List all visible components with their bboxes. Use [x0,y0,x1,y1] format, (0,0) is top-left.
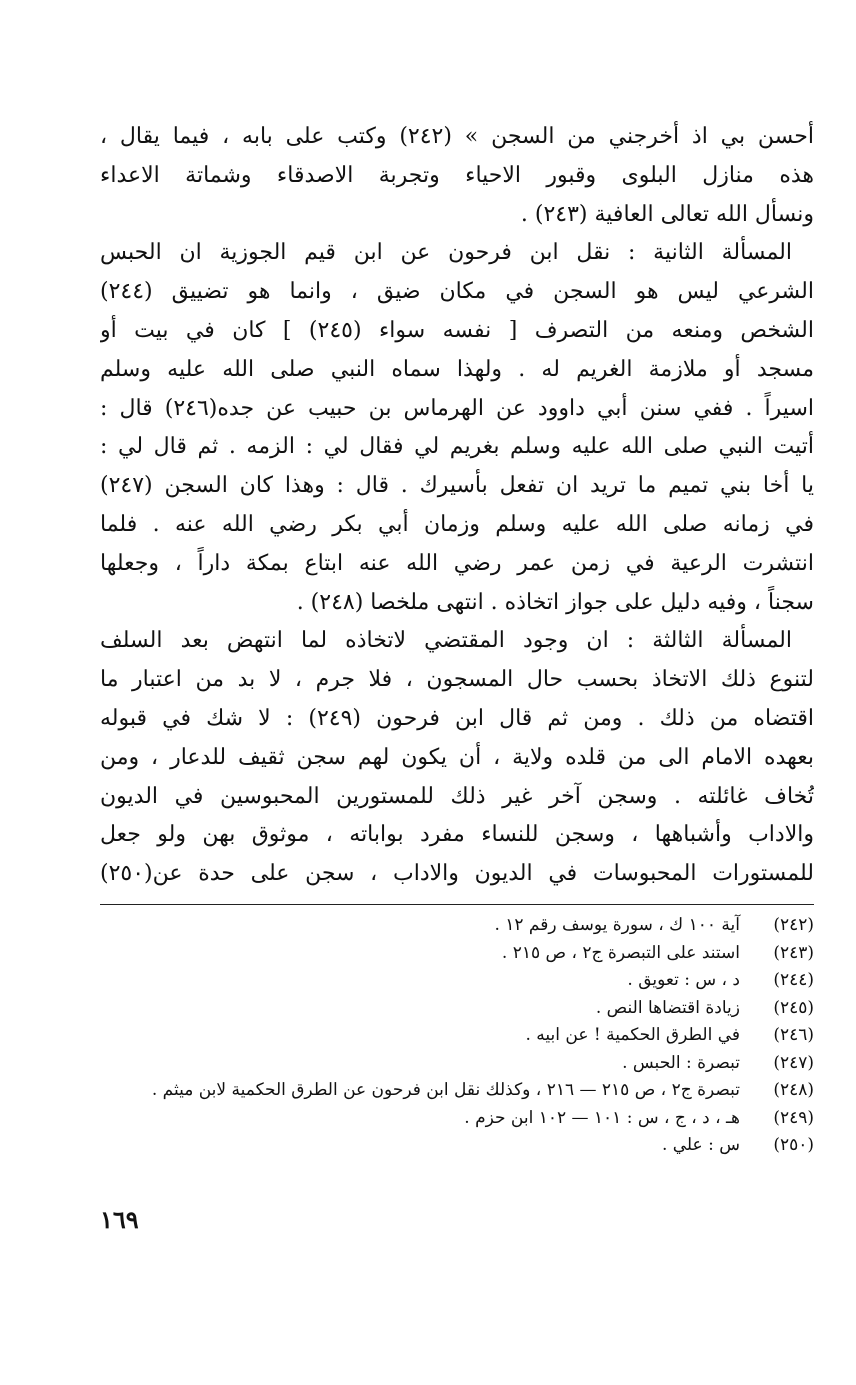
footnote-item [100,912,814,940]
footnote-item [100,995,814,1023]
text-line: الشخص ومنعه من التصرف [ نفسه سواء (٢٤٥) ] كان في بيت أو [100,317,814,343]
footnote-number: (٢٤٣) [773,942,814,963]
footnote-item [100,1050,814,1078]
footnote-number: (٢٤٥) [773,997,814,1018]
text-line: بعهده الامام الى من قلده ولاية ، أن يكون لهم سجن ثقيف للدعار ، ومن [100,744,814,770]
footnote-text: تبصرة ج٢ ، ص ٢١٥ — ٢١٦ ، وكذلك نقل ابن فرحون عن الطرق الحكمية لابن ميثم . [151,1080,740,1100]
footnote-text: هـ ، د ، ج ، س : ١٠١ — ١٠٢ ابن حزم . [464,1107,740,1128]
footnote-item [100,1105,814,1133]
text-line: ونسأل الله تعالى العافية (٢٤٣) . [520,201,814,227]
footnote-number: (٢٤٩) [773,1107,814,1128]
footnote-item [100,1077,814,1105]
text-line: أحسن بي اذ أخرجني من السجن » (٢٤٢) وكتب على بابه ، فيما يقال ، [100,124,814,149]
footnotes [100,912,814,1160]
text-line: أتيت النبي صلى الله عليه وسلم بغريم لي فقال لي : الزمه . ثم قال لي : [100,434,814,460]
text-line: مسجد أو ملازمة الغريم له . ولهذا سماه النبي صلى الله عليه وسلم [100,356,814,382]
text-line: والاداب وأشباهها ، وسجن للنساء مفرد بواباته ، موثوق بهن ولو جعل [100,822,814,848]
footnote-number: (٢٤٧) [773,1052,814,1073]
footnote-text: استند على التبصرة ج٢ ، ص ٢١٥ . [501,942,740,963]
text-line: انتشرت الرعية في زمن عمر رضي الله عنه ابتاع بمكة داراً ، وجعلها [100,550,814,576]
text-line: لتنوع ذلك الاتخاذ بحسب حال المسجون ، فلا جرم ، لا بد من اعتبار ما [100,667,814,693]
footnote-text: آية ١٠٠ ك ، سورة يوسف رقم ١٢ . [494,915,740,935]
footnote-divider [100,904,814,905]
text-line: اسيراً . ففي سنن أبي داوود عن الهرماس بن حبيب عن جده(٢٤٦) قال : [100,395,814,421]
footnote-item [100,1022,814,1050]
paragraph-heading-line: المسألة الثانية : نقل ابن فرحون عن ابن قيم الجوزية ان الحبس [100,240,792,266]
footnote-number: (٢٤٦) [773,1025,814,1045]
text-line: تُخاف غائلته . وسجن آخر غير ذلك للمستورين المحبوسين في الديون [100,783,814,809]
footnote-item [100,967,814,995]
footnote-text: زيادة اقتضاها النص . [595,997,740,1018]
footnote-number: (٢٤٢) [773,915,814,935]
main-text [100,118,814,894]
footnote-number: (٢٥٠) [773,1135,814,1155]
page-number: ١٦٩ [100,1205,139,1234]
footnote-item [100,940,814,968]
text-line: هذه منازل البلوى وقبور الاحياء وتجربة الاصدقاء وشماتة الاعداء [100,162,814,188]
text-line: في زمانه صلى الله عليه وسلم وزمان أبي بكر رضي الله عنه . فلما [100,511,814,537]
text-line: يا أخا بني تميم ما تريد ان تفعل بأسيرك . قال : وهذا كان السجن (٢٤٧) [100,473,814,499]
footnote-item [100,1132,814,1160]
paragraph-heading-line: المسألة الثالثة : ان وجود المقتضي لاتخاذه لما انتهض بعد السلف [100,628,792,654]
footnote-number: (٢٤٤) [773,970,814,990]
footnote-number: (٢٤٨) [773,1080,814,1100]
text-line: للمستورات المحبوسات في الديون والاداب ، سجن على حدة عن(٢٥٠) [100,861,814,887]
text-line: سجناً ، وفيه دليل على جواز اتخاذه . انتهى ملخصا (٢٤٨) . [296,589,814,615]
footnote-text: تبصرة : الحبس . [622,1052,740,1073]
footnote-text: د ، س : تعويق . [627,970,740,990]
footnote-text: س : علي . [661,1135,740,1155]
text-line: اقتضاه من ذلك . ومن ثم قال ابن فرحون (٢٤٩) : لا شك في قبوله [100,705,814,731]
text-line: الشرعي ليس هو السجن في مكان ضيق ، وانما هو تضييق (٢٤٤) [100,279,814,305]
footnote-text: في الطرق الحكمية ! عن ابيه . [525,1025,740,1045]
